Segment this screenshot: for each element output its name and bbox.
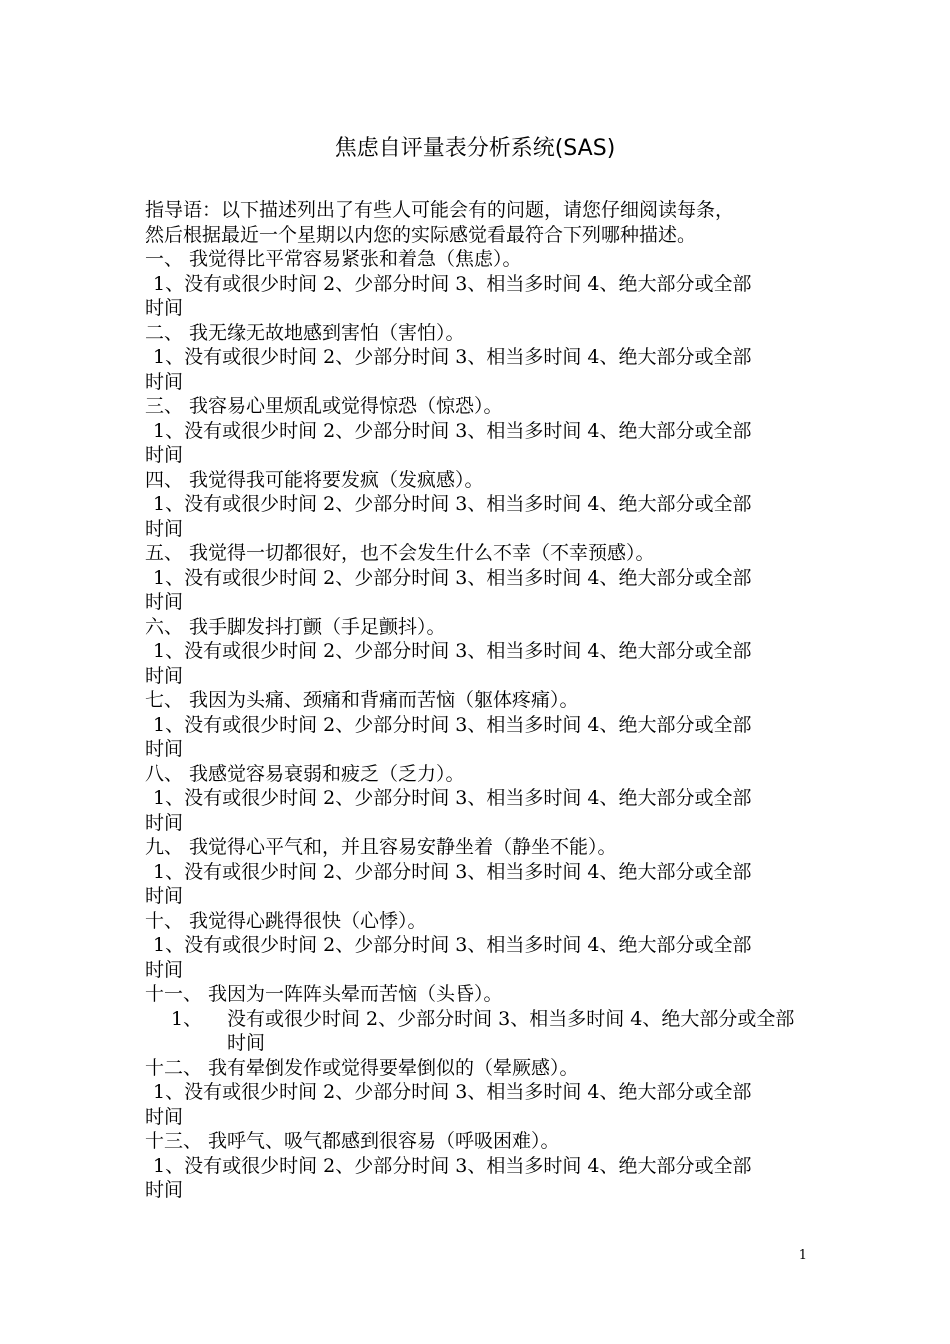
question-13: 十三、 我呼气、吸气都感到很容易（呼吸困难）。	[145, 1130, 560, 1152]
option-line-cont: 时间	[145, 591, 184, 613]
question-12: 十二、 我有晕倒发作或觉得要晕倒似的（晕厥感）。	[145, 1056, 579, 1079]
page-title: 焦虑自评量表分析系统(SAS)	[334, 136, 616, 161]
option-line-cont: 时间	[145, 738, 184, 760]
option-line: 1、没有或很少时间 2、少部分时间 3、相当多时间 4、绝大部分或全部	[153, 1154, 752, 1177]
option-text: 没有或很少时间 2、少部分时间 3、相当多时间 4、绝大部分或全部时间	[227, 1007, 795, 1054]
option-line: 1、没有或很少时间 2、少部分时间 3、相当多时间 4、绝大部分或全部	[153, 934, 752, 956]
option-line-indented	[145, 1007, 820, 1056]
question-2: 二、 我无缘无故地感到害怕（害怕）。	[145, 321, 465, 344]
questionnaire-body	[145, 198, 820, 1203]
question-11: 十一、 我因为一阵阵头晕而苦恼（头昏）。	[145, 983, 503, 1005]
question-4: 四、 我觉得我可能将要发疯（发疯感）。	[145, 468, 484, 491]
option-line-cont: 时间	[145, 370, 184, 393]
option-number: 1、	[171, 1007, 203, 1030]
question-6: 六、 我手脚发抖打颤（手足颤抖）。	[145, 615, 446, 638]
option-line: 1、没有或很少时间 2、少部分时间 3、相当多时间 4、绝大部分或全部	[153, 640, 752, 662]
option-line: 1、没有或很少时间 2、少部分时间 3、相当多时间 4、绝大部分或全部	[153, 787, 752, 809]
intro-line: 指导语：以下描述列出了有些人可能会有的问题，请您仔细阅读每条，	[145, 199, 735, 221]
page-number: 1	[798, 1248, 807, 1263]
option-line: 1、没有或很少时间 2、少部分时间 3、相当多时间 4、绝大部分或全部	[153, 566, 752, 589]
option-line: 1、没有或很少时间 2、少部分时间 3、相当多时间 4、绝大部分或全部	[153, 419, 752, 442]
question-8: 八、 我感觉容易衰弱和疲乏（乏力）。	[145, 762, 465, 785]
question-1: 一、 我觉得比平常容易紧张和着急（焦虑）。	[145, 248, 522, 270]
option-line-cont: 时间	[145, 297, 184, 319]
option-line-cont: 时间	[145, 664, 184, 687]
question-5: 五、 我觉得一切都很好，也不会发生什么不幸（不幸预感）。	[145, 542, 655, 564]
question-9: 九、 我觉得心平气和，并且容易安静坐着（静坐不能）。	[145, 836, 617, 858]
option-line: 1、没有或很少时间 2、少部分时间 3、相当多时间 4、绝大部分或全部	[153, 493, 752, 515]
option-line: 1、没有或很少时间 2、少部分时间 3、相当多时间 4、绝大部分或全部	[153, 713, 752, 736]
question-10: 十、 我觉得心跳得很快（心悸）。	[145, 909, 427, 932]
option-line: 1、没有或很少时间 2、少部分时间 3、相当多时间 4、绝大部分或全部	[153, 272, 752, 295]
option-line-cont: 时间	[145, 811, 184, 834]
option-line-cont: 时间	[145, 1105, 184, 1128]
option-line-cont: 时间	[145, 1179, 184, 1201]
option-line: 1、没有或很少时间 2、少部分时间 3、相当多时间 4、绝大部分或全部	[153, 346, 752, 368]
question-7: 七、 我因为头痛、颈痛和背痛而苦恼（躯体疼痛）。	[145, 689, 579, 711]
option-line: 1、没有或很少时间 2、少部分时间 3、相当多时间 4、绝大部分或全部	[153, 1081, 752, 1103]
option-line-cont: 时间	[145, 958, 184, 981]
intro-line: 然后根据最近一个星期以内您的实际感觉看最符合下列哪种描述。	[145, 223, 697, 246]
question-3: 三、 我容易心里烦乱或觉得惊恐（惊恐）。	[145, 395, 503, 417]
option-line-cont: 时间	[145, 517, 184, 540]
option-line-cont: 时间	[145, 885, 184, 907]
option-line-cont: 时间	[145, 444, 184, 466]
option-line: 1、没有或很少时间 2、少部分时间 3、相当多时间 4、绝大部分或全部	[153, 860, 752, 883]
